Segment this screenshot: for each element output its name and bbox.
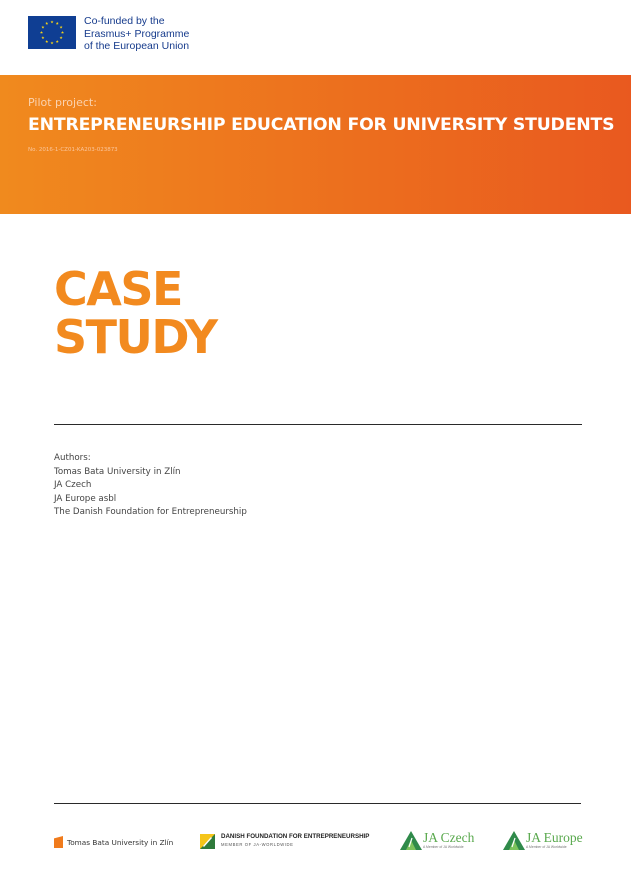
eu-text-line3: of the European Union (84, 40, 190, 52)
author-item: Tomas Bata University in Zlín (54, 466, 181, 477)
project-banner (0, 75, 631, 214)
project-title: ENTREPRENEURSHIP EDUCATION FOR UNIVERSITY STUDENTS (28, 115, 615, 135)
dfe-mark-icon (200, 834, 215, 849)
ja-mountain-icon (503, 830, 525, 850)
ja-mountain-icon (400, 830, 422, 850)
eu-text-line2: Erasmus+ Programme (84, 27, 190, 40)
eu-text-line1: Co-funded by the (84, 15, 165, 27)
author-item: JA Czech (54, 480, 92, 491)
dfe-logo (200, 833, 369, 849)
tbu-logo (54, 836, 173, 848)
eu-funding-text (84, 15, 189, 53)
author-item: The Danish Foundation for Entrepreneurship (54, 507, 247, 518)
ja-europe-name: JA Europe (526, 830, 583, 845)
ja-europe-subtitle: A Member of JA Worldwide (526, 845, 567, 849)
document-title (54, 262, 217, 364)
title-line-study: STUDY (54, 310, 217, 364)
divider-top (54, 424, 582, 425)
ja-czech-logo (400, 830, 474, 850)
dfe-name: DANISH FOUNDATION FOR ENTREPRENEURSHIP (221, 833, 370, 840)
authors-heading: Authors: (54, 453, 91, 463)
title-line-case: CASE (54, 262, 182, 316)
ja-czech-name: JA Czech (423, 830, 475, 845)
eu-erasmus-logo (28, 16, 189, 53)
ja-europe-logo (503, 830, 583, 850)
partner-logos (0, 828, 631, 858)
author-item: JA Europe asbl (54, 493, 117, 504)
tbu-flag-icon (54, 836, 63, 848)
eu-flag-icon (28, 16, 76, 49)
divider-bottom (54, 803, 581, 804)
ja-czech-subtitle: A Member of JA Worldwide (423, 845, 464, 849)
tbu-name: Tomas Bata University in Zlín (67, 837, 174, 847)
project-number: No. 2016-1-CZ01-KA203-023873 (28, 147, 118, 153)
dfe-subtitle: MEMBER OF JA-WORLDWIDE (221, 842, 294, 847)
banner-label: Pilot project: (28, 96, 97, 109)
authors-block (54, 452, 247, 520)
